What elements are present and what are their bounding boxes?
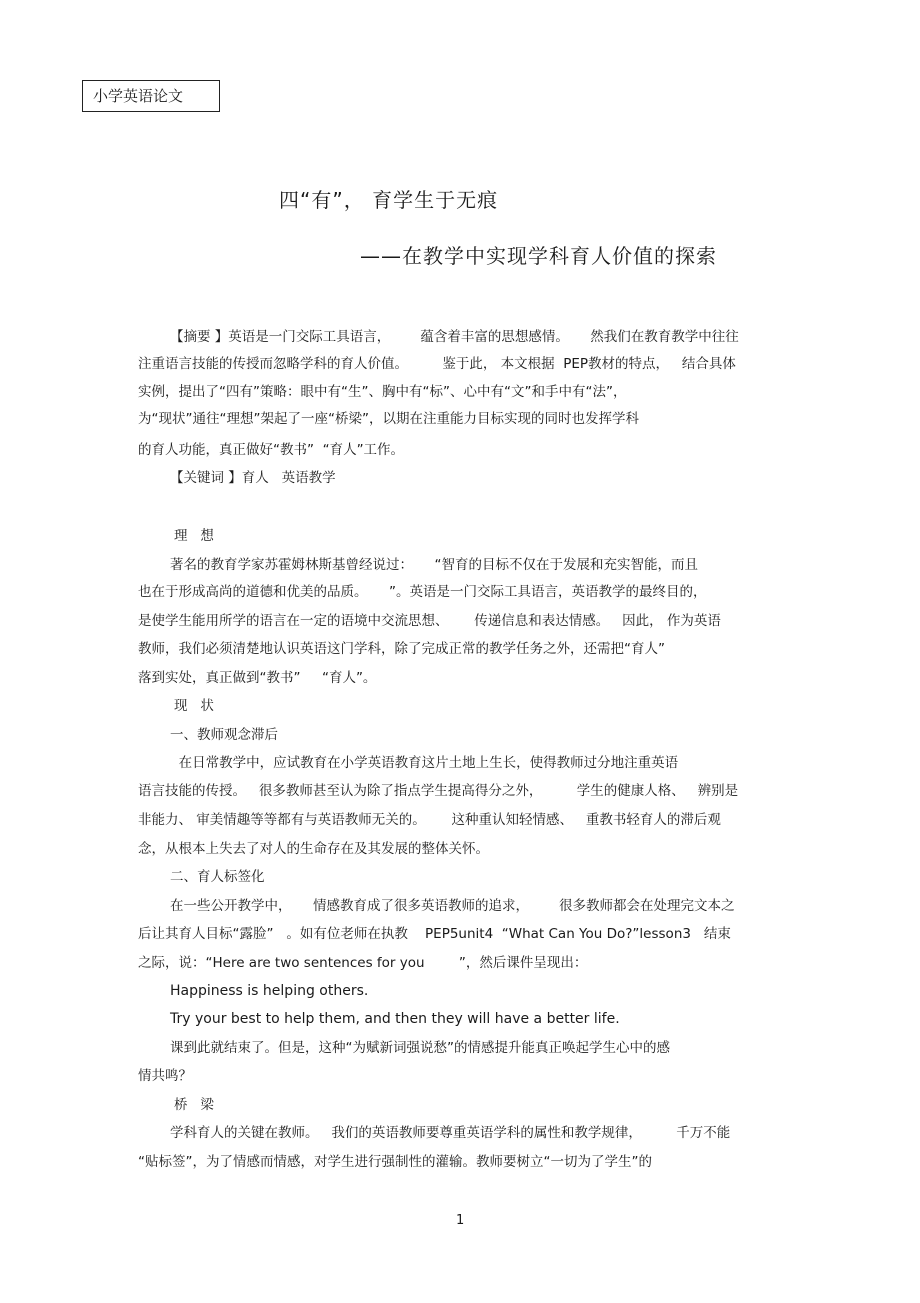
paragraph-line: “贴标签”，为了情感而情感，对学生进行强制性的灌输。教师要树立“一切为了学生”的 (138, 1154, 652, 1170)
paragraph-line: 之际，说：“Here are two sentences for you ”，然后课件呈现出： (138, 955, 588, 971)
english-quote-line: Try your best to help them, and then they will have a better life. (170, 1011, 620, 1027)
keywords-line: 【关键词 】育人 英语教学 (170, 470, 336, 486)
abstract-line: 为“现状”通往“理想”架起了一座“桥梁”，以期在注重能力目标实现的同时也发挥学科 (138, 411, 639, 427)
paragraph-line: 念，从根本上失去了对人的生命存在及其发展的整体关怀。 (138, 841, 489, 857)
page-number: 1 (456, 1213, 465, 1228)
abstract-line: 注重语言技能的传授而忽略学科的育人价值。 鉴于此， 本文根据 PEP教材的特点， 结合具体 (138, 356, 736, 372)
english-quote-line: Happiness is helping others. (170, 983, 369, 999)
paragraph-line: 非能力、 审美情趣等等都有与英语教师无关的。 这种重认知轻情感、 重教书轻育人的滞后观 (138, 812, 721, 828)
paragraph-line: 教师，我们必须清楚地认识英语这门学科，除了完成正常的教学任务之外，还需把“育人” (138, 641, 665, 657)
paragraph-line: 在一些公开教学中， 情感教育成了很多英语教师的追求， 很多教师都会在处理完文本之 (170, 898, 735, 914)
paragraph-line: 学科育人的关键在教师。 我们的英语教师要尊重英语学科的属性和教学规律， 千万不能 (170, 1125, 731, 1141)
abstract-line: 实例，提出了“四有”策略：眼中有“生”、胸中有“标”、心中有“文”和手中有“法”， (138, 384, 627, 400)
paragraph-line: 课到此就结束了。但是，这种“为赋新词强说愁”的情感提升能真正唤起学生心中的感 (170, 1040, 670, 1056)
paragraph-line: 在日常教学中，应试教育在小学英语教育这片土地上生长，使得教师过分地注重英语 (170, 755, 679, 771)
paragraph-line: 后让其育人目标“露脸” 。如有位老师在执教 PEP5unit4 “What Can You Do?”lesson3 结束 (138, 926, 731, 942)
paragraph-line: 著名的教育学家苏霍姆林斯基曾经说过： “智育的目标不仅在于发展和充实智能，而且 (170, 557, 698, 573)
abstract-line: 【摘要 】英语是一门交际工具语言， 蕴含着丰富的思想感情。 然我们在教育教学中往往 (170, 329, 739, 345)
paragraph-line: 落到实处，真正做到“教书” “育人”。 (138, 670, 377, 686)
category-tag-box: 小学英语论文 (82, 80, 220, 112)
subsection-heading: 一、教师观念滞后 (170, 727, 278, 743)
section-heading: 桥 梁 (174, 1097, 214, 1113)
paragraph-line: 情共鸣？ (138, 1068, 192, 1084)
paragraph-line: 语言技能的传授。 很多教师甚至认为除了指点学生提高得分之外， 学生的健康人格、 辨别是 (138, 783, 739, 799)
article-subtitle: ——在教学中实现学科育人价值的探索 (360, 244, 717, 268)
section-heading: 现 状 (174, 698, 214, 714)
abstract-line: 的育人功能，真正做好“教书” “育人”工作。 (138, 442, 405, 458)
article-title: 四“有”， 育学生于无痕 (279, 188, 499, 212)
subsection-heading: 二、育人标签化 (170, 869, 265, 885)
section-heading: 理 想 (174, 528, 214, 544)
paragraph-line: 也在于形成高尚的道德和优美的品质。 ”。英语是一门交际工具语言，英语教学的最终目的， (138, 584, 707, 600)
paragraph-line: 是使学生能用所学的语言在一定的语境中交流思想、 传递信息和表达情感。 因此， 作为英语 (138, 613, 721, 629)
